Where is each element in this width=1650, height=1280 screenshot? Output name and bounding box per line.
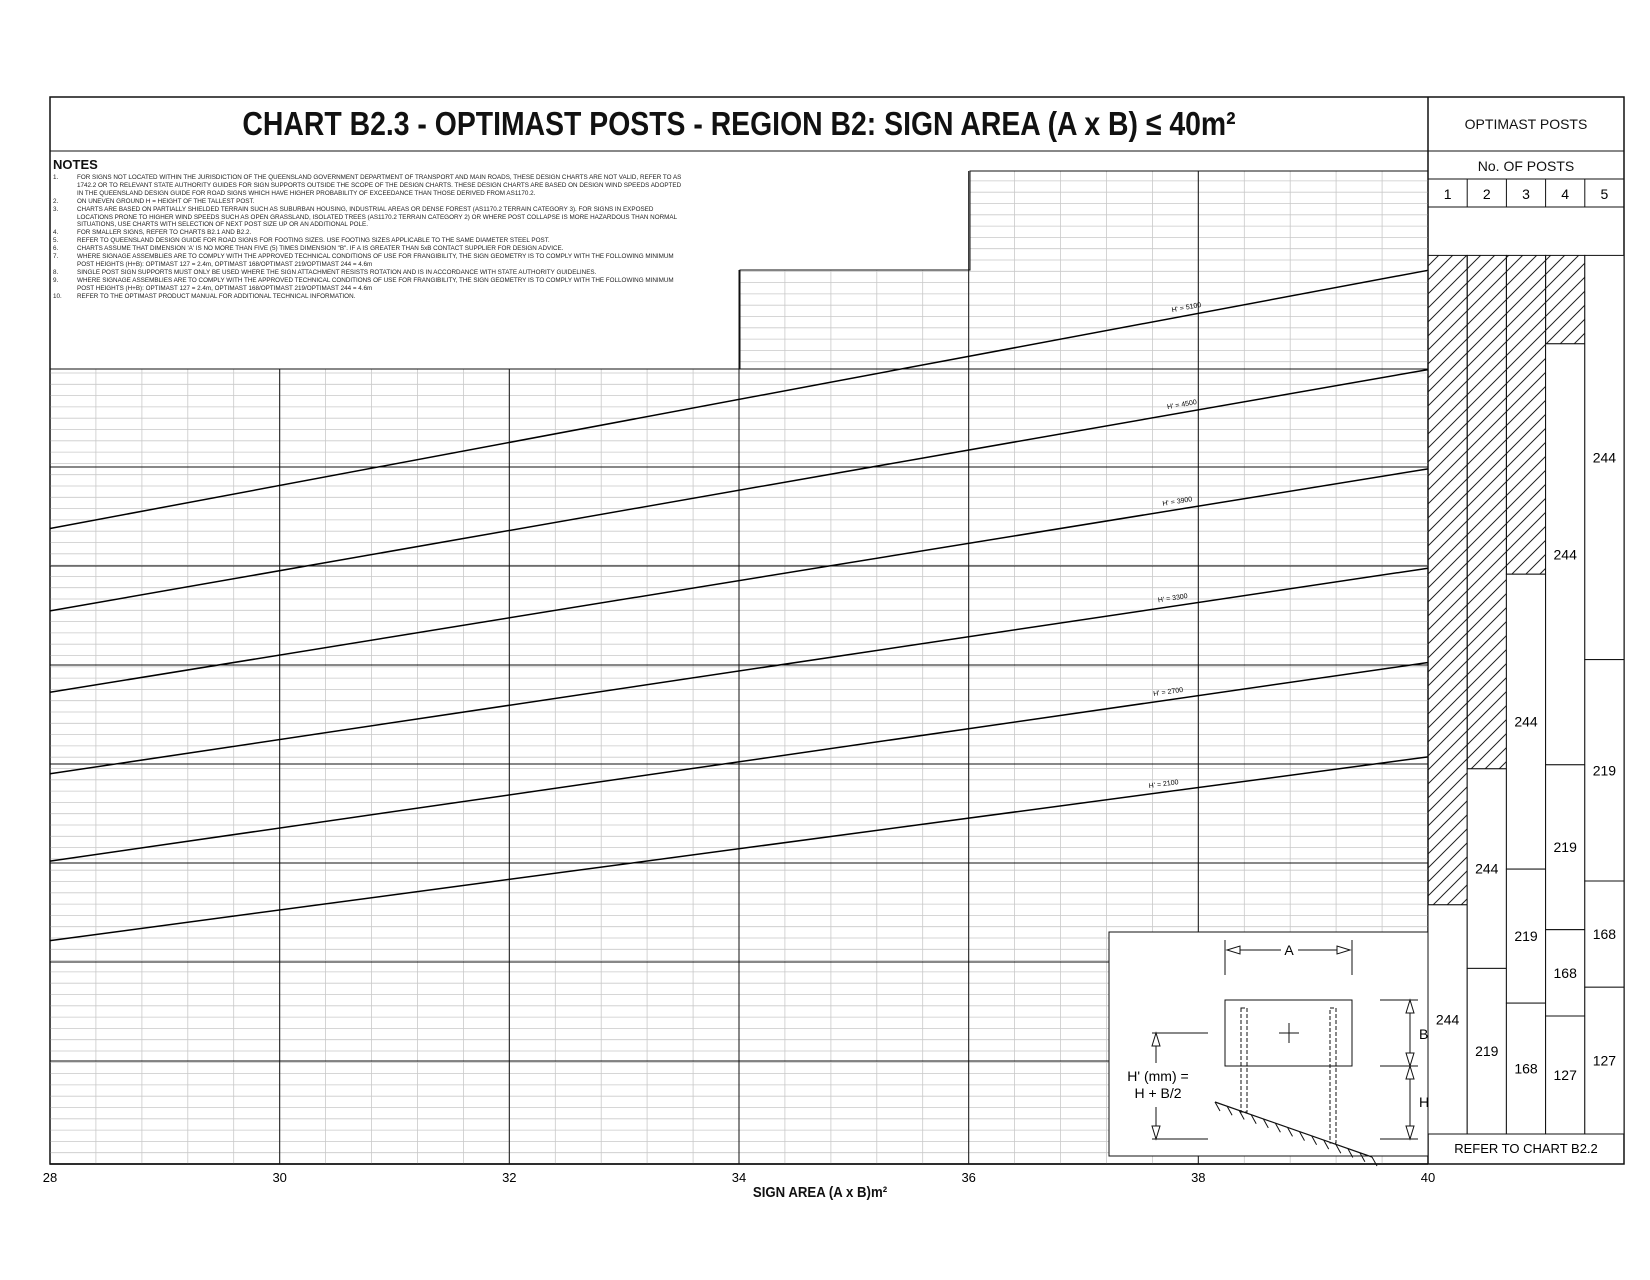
table-cell-label: 244 <box>1592 449 1617 466</box>
note-number: 5. <box>53 237 59 245</box>
table-cell-label: 127 <box>1592 1052 1617 1069</box>
table-cell-hatched <box>1546 255 1585 343</box>
note-item <box>53 237 683 245</box>
series-label-0: H' = 5100 <box>1171 301 1202 315</box>
note-text: FOR SIGNS NOT LOCATED WITHIN THE JURISDICTION OF THE QUEENSLAND GOVERNMENT DEPARTMENT OF TRANSPORT AND MAIN ROADS, THESE DESIGN CHARTS ARE NOT VALID, REFER TO AS 1742.2 OR TO RELEVANT STATE AUTHORITY GUIDES FOR SIGN SUPPORTS OUTSIDE THE SCOPE OF THE DESIGN CHARTS. THESE DESIGN CHARTS ARE BASED ON DESIGN WIND SPEEDS ADOPTED IN THE QUEENSLAND DESIGN GUIDE FOR ROAD SIGNS WHICH HAVE HIGHER PROBABILITY OF EXCEEDANCE THAN THOSE DERIVED FROM AS1170.2. <box>77 174 682 197</box>
table-cell-label: 168 <box>1553 964 1577 981</box>
x-tick-label: 36 <box>961 1170 976 1185</box>
note-item <box>53 269 683 277</box>
post-count-label: 4 <box>1561 186 1570 202</box>
hprime-formula-line1: H' (mm) = <box>1127 1068 1189 1084</box>
table-cell-label: 244 <box>1435 1011 1460 1028</box>
series-label-1: H' = 4500 <box>1166 399 1198 412</box>
chart-title: CHART B2.3 - OPTIMAST POSTS - REGION B2: SIGN AREA (A x B) ≤ 40m² <box>242 105 1236 142</box>
post-size-table <box>1428 179 1624 1134</box>
note-item <box>53 206 683 230</box>
note-text: FOR SMALLER SIGNS, REFER TO CHARTS B2.1 AND B2.2. <box>77 229 252 237</box>
note-item <box>53 229 683 237</box>
dim-b-label: B <box>1419 1026 1429 1042</box>
notes-list <box>53 174 683 301</box>
note-number: 7. <box>53 253 59 261</box>
sign-diagram <box>1109 932 1429 1166</box>
post-count-label: 5 <box>1600 186 1609 202</box>
x-tick-label: 38 <box>1191 1170 1206 1185</box>
table-cell-label: 168 <box>1592 926 1617 943</box>
table-cell-label: 244 <box>1514 713 1538 730</box>
table-cell-label: 219 <box>1475 1043 1499 1060</box>
x-tick-label: 40 <box>1420 1170 1436 1185</box>
post-count-label: 1 <box>1443 186 1452 202</box>
note-text: CHARTS ARE BASED ON PARTIALLY SHIELDED TERRAIN SUCH AS SUBURBAN HOUSING, INDUSTRIAL AREAS OR DENSE FOREST (AS1170.2 TERRAIN CATEGORY 3). FOR SIGNS IN EXPOSED LOCATIONS PRONE TO HIGHER WIND SPEEDS SUCH AS OPEN GRASSLAND, ISOLATED TREES (AS1170.2 TERRAIN CATEGORY 2) OR WHERE POST COLLAPSE IS MORE HAZARDOUS THAN NORMAL SITUATIONS, USE CHARTS WITH SELECTION OF NEXT POST SIZE UP OR AN ADDITIONAL POLE. <box>77 205 677 229</box>
table-cell-label: 219 <box>1592 762 1617 779</box>
posts-header: No. OF POSTS <box>1477 158 1575 174</box>
post-count-label: 3 <box>1522 186 1530 202</box>
x-axis-title: SIGN AREA (A x B)m² <box>752 1184 888 1201</box>
table-cell-label: 244 <box>1475 860 1499 877</box>
table-cell-label: 219 <box>1514 928 1538 945</box>
note-number: 9. <box>53 276 59 284</box>
series-label-5: H' = 2100 <box>1148 779 1180 791</box>
table-cell-hatched <box>1506 255 1545 574</box>
x-tick-label: 30 <box>272 1170 287 1185</box>
note-number: 6. <box>53 245 59 253</box>
x-tick-label: 34 <box>731 1170 747 1185</box>
note-number: 1. <box>53 174 59 181</box>
table-cell-label: 244 <box>1553 546 1577 563</box>
note-item <box>53 293 683 301</box>
note-item <box>53 253 683 269</box>
post-count-label: 2 <box>1482 186 1491 202</box>
note-text: REFER TO THE OPTIMAST PRODUCT MANUAL FOR ADDITIONAL TECHNICAL INFORMATION. <box>77 292 356 300</box>
table-cell-hatched <box>1467 255 1506 768</box>
note-text: REFER TO QUEENSLAND DESIGN GUIDE FOR ROAD SIGNS FOR FOOTING SIZES. USE FOOTING SIZES APPLICABLE TO THE SAME DIAMETER STEEL POST. <box>77 237 550 245</box>
note-item <box>53 174 683 198</box>
note-number: 8. <box>53 268 59 276</box>
table-cell-label: 219 <box>1553 839 1577 856</box>
note-text: CHARTS ASSUME THAT DIMENSION 'A' IS NO MORE THAN FIVE (5) TIMES DIMENSION "B". IF A IS GREATER THAN 5xB CONTACT SUPPLIER FOR DESIGN ADVICE. <box>77 245 564 253</box>
series-label-4: H' = 2700 <box>1152 686 1184 699</box>
series-label-2: H' = 3900 <box>1162 496 1193 508</box>
note-item <box>53 198 683 206</box>
product-label: OPTIMAST POSTS <box>1464 116 1588 132</box>
notes-heading: NOTES <box>53 157 98 172</box>
series-label-3: H' = 3300 <box>1157 593 1189 605</box>
x-tick-labels <box>43 1170 1435 1185</box>
table-cell-hatched <box>1428 255 1467 904</box>
note-number: 4. <box>53 229 59 237</box>
hprime-formula-line2: H + B/2 <box>1134 1085 1182 1101</box>
note-text: ON UNEVEN GROUND H = HEIGHT OF THE TALLEST POST. <box>77 197 255 205</box>
table-cell-label: 127 <box>1553 1067 1577 1083</box>
note-text: WHERE SIGNAGE ASSEMBLIES ARE TO COMPLY WITH THE APPROVED TECHNICAL CONDITIONS OF USE FOR FRANGIBILITY, THE SIGN GEOMETRY IS TO COMPLY WITH THE FOLLOWING MINIMUM POST HEIGHTS (H+B): OPTIMAST 127 = 2.4m, OPTIMAST 168/OPTIMAST 219/OPTIMAST 244 = 4.6m <box>77 276 674 292</box>
table-cell-label: 168 <box>1514 1060 1538 1077</box>
notes-block <box>53 157 683 301</box>
note-item <box>53 245 683 253</box>
note-number: 2. <box>53 197 59 205</box>
note-number: 3. <box>53 205 59 213</box>
x-tick-label: 32 <box>502 1170 517 1185</box>
dim-h-label: H <box>1419 1094 1430 1110</box>
refer-note: REFER TO CHART B2.2 <box>1454 1141 1598 1156</box>
x-tick-label: 28 <box>42 1170 58 1185</box>
note-text: SINGLE POST SIGN SUPPORTS MUST ONLY BE USED WHERE THE SIGN ATTACHMENT RESISTS ROTATION AND IS IN ACCORDANCE WITH STATE AUTHORITY GUIDELINES. <box>77 268 597 276</box>
dim-a-label: A <box>1284 942 1294 958</box>
note-text: WHERE SIGNAGE ASSEMBLIES ARE TO COMPLY WITH THE APPROVED TECHNICAL CONDITIONS OF USE FOR FRANGIBILITY, THE SIGN GEOMETRY IS TO COMPLY WITH THE FOLLOWING MINIMUM POST HEIGHTS (H+B): OPTIMAST 127 = 2.4m, OPTIMAST 168/OPTIMAST 219/OPTIMAST 244 = 4.6m <box>77 253 674 268</box>
note-number: 10. <box>53 292 62 300</box>
note-item <box>53 277 683 293</box>
